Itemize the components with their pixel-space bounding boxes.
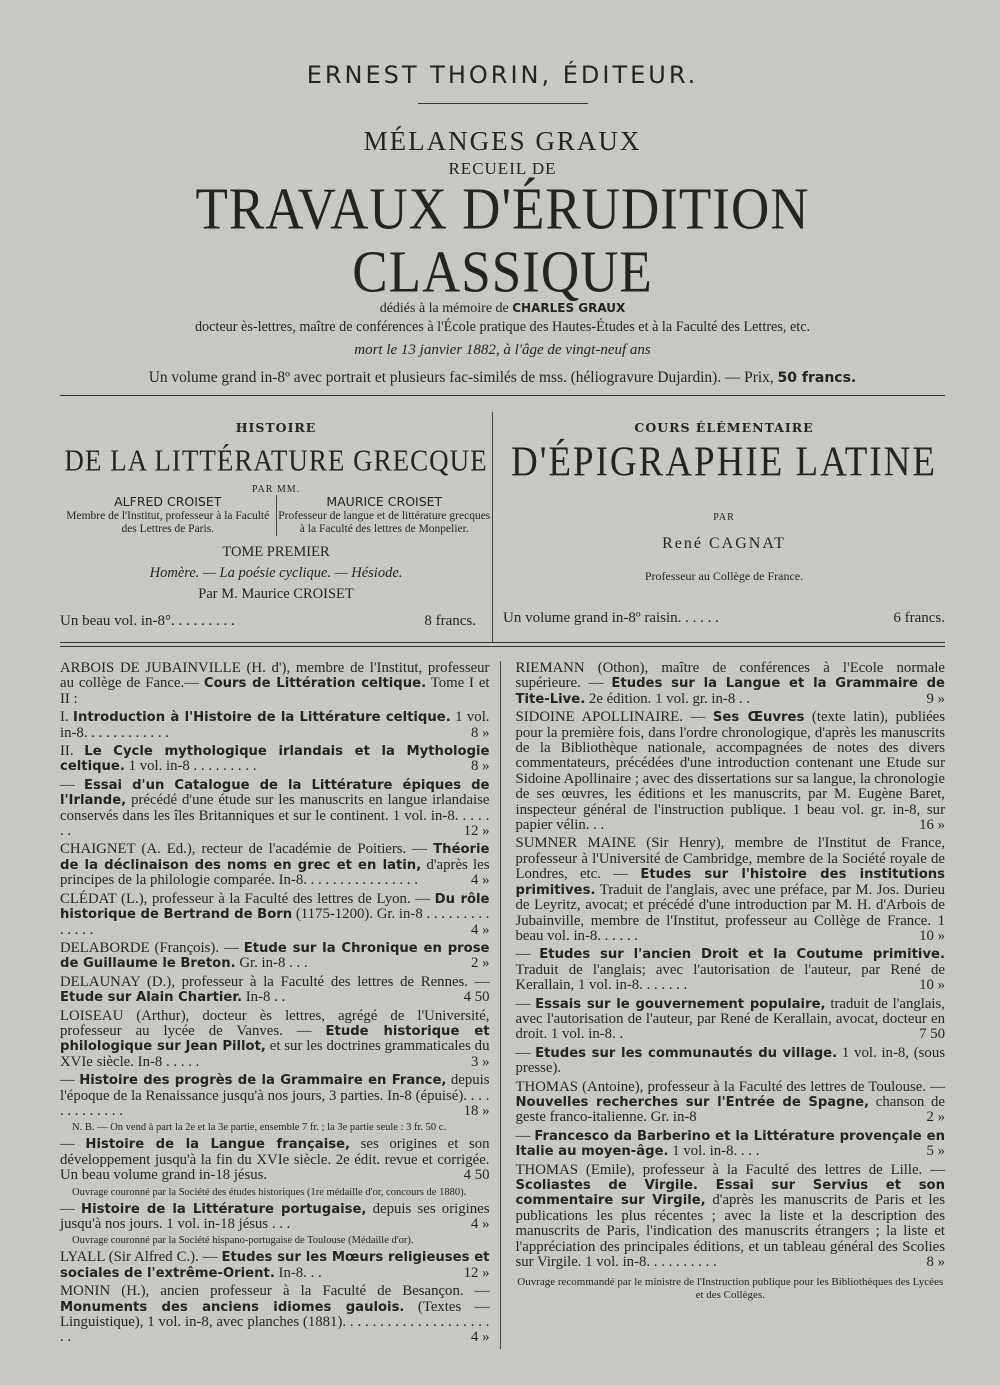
entry-title: Etudes sur la Langue et la Grammaire de Tite-Live. (515, 676, 945, 707)
author-maurice-name: MAURICE CROISET (326, 494, 443, 509)
entry-author: LYALL (Sir Alfred C.). — (60, 1249, 222, 1266)
short-divider (418, 103, 588, 104)
entry-details: (Textes — Linguistique), 1 vol. in-8, avec planches (1881). . . . . . . . . . . . . . . . . . . . . . (60, 1298, 490, 1346)
entry-details: ses origines et son développement jusqu'à la fin du XVIe siècle. 2e édit. revue et corrigée. Un beau volume grand in-18 jésus. (60, 1136, 490, 1184)
recueil-label: RECUEIL DE (448, 159, 557, 178)
entry-author: — (515, 1127, 535, 1144)
box-epigraphie-latine (492, 412, 945, 642)
entry-price: 12 » (463, 1264, 490, 1281)
entry-author: DELAUNAY (D.), professeur à la Faculté des lettres de Rennes. — (60, 973, 490, 990)
entry-details: In-8 . . (242, 989, 286, 1006)
volume-price: 50 francs. (777, 370, 857, 386)
featured-books (60, 412, 945, 642)
catalogue-entry (516, 947, 946, 993)
entry-title: Nouvelles recherches sur l'Entrée de Spagne, (515, 1094, 870, 1110)
entry-price: 4 50 (463, 1167, 490, 1184)
author-alfred (60, 495, 276, 536)
entry-details: 1 vol. in-8 . . . . . . . . . (124, 758, 257, 775)
entry-title: Le Cycle mythologique irlandais et la Mythologie celtique. (60, 744, 490, 775)
entry-price: 3 » (471, 1053, 490, 1070)
catalogue-entry (60, 744, 490, 775)
entry-author: — (60, 1200, 82, 1217)
catalogue-entry (516, 710, 946, 833)
catalogue-entry (516, 1080, 946, 1126)
volume-line (60, 369, 945, 387)
entry-title: Histoire de la Langue française, (85, 1137, 351, 1153)
catalogue-entry (60, 842, 490, 888)
entry-price: 9 » (926, 690, 945, 707)
right-column (500, 661, 946, 1349)
catalogue-entry (516, 836, 946, 944)
volume-description: Un volume grand in-8º avec portrait et plusieurs fac-similés de mss. (héliogravure Dujardin). — Prix, (148, 369, 778, 386)
tome-subtitle: Homère. — La poésie cyclique. — Hésiode. (149, 565, 403, 581)
box-left-price: 8 francs. (424, 613, 477, 629)
entry-author: II. (60, 743, 85, 760)
catalogue-entry (60, 1250, 490, 1281)
entry-title: Cours de Littération celtique. (203, 676, 427, 692)
entry-author: CHAIGNET (A. Ed.), recteur de l'académie de Poitiers. — (60, 841, 434, 858)
entry-details: (texte latin), publiées pour la première fois, dans l'ordre chronologique, d'après les manuscrits de la Bibliothèque nationale, accompagnées de notes des divers commentateurs, précédées d'une introduction contenant une Etude sur Sidoine Apollinaire ; avec des dissertations sur sa langue, la chronologie de ses œuvres, les éditions et les manuscrits, par M. Eugène Baret, inspecteur général de l'instruction publique. 1 beau vol. gr. in-8, sur papier vélin. . . (515, 709, 945, 834)
entry-price: 16 » (919, 817, 945, 834)
series-title: MÉLANGES GRAUX (363, 126, 642, 156)
entry-details: d'après les manuscrits de Paris et les publications les plus récentes ; avec la liste et la description des manuscrits de Paris, l'indication des manuscrits étrangers ; la liste et l'appréciation des principales éditions, et un tableau général des Scolies sur Virgile. 1 vol. in-8. . . . . . . . . . (515, 1192, 945, 1271)
death-date: mort le 13 janvier 1882, à l'âge de vingt-neuf ans (354, 342, 651, 358)
box-left-kicker: HISTOIRE (235, 420, 317, 435)
entry-price: 2 » (471, 955, 490, 972)
catalogue-note: N. B. — On vend à part la 2e et la 3e partie, ensemble 7 fr. ; la 3e partie seule : 3 fr. 50 c. (72, 1122, 447, 1134)
entry-details: 1 vol. in-8. . . . . . . . . . . . (60, 709, 490, 741)
entry-title: Etudes sur les communautés du village. (535, 1045, 838, 1061)
catalogue-entry (60, 1137, 490, 1183)
box-left-price-line (60, 613, 492, 630)
entry-details: traduit de l'anglais, avec l'autorisation de l'auteur, par René de Kerallain, avocat, docteur en droit. 1 vol. in-8. . (515, 995, 945, 1043)
entry-details: Gr. in-8 . . . (235, 955, 308, 972)
entry-title: Histoire de la Littérature portugaise, (81, 1201, 367, 1217)
entry-author: SUMNER MAINE (Sir Henry), membre de l'Institut de France, professeur à l'Université de Cambridge, membre de la Société royale de Londres, etc. — (515, 835, 945, 883)
catalogue-entry (60, 1284, 490, 1346)
catalogue-listing (60, 661, 945, 1349)
listing-divider (60, 642, 945, 647)
tome-label: TOME PREMIER (222, 544, 330, 560)
box-right-price-line (503, 610, 945, 627)
catalogue-note: Ouvrage recommandé par le ministre de l'Instruction publique pour les Bibliothèques des Lycées et des Collèges. (517, 1276, 944, 1302)
catalogue-note: Ouvrage couronné par la Société des études historiques (1re médaille d'or, concours de 1880). (72, 1186, 467, 1198)
entry-price: 4 » (471, 872, 490, 889)
author-maurice (276, 495, 493, 536)
header-divider (60, 395, 945, 396)
catalogue-note: Ouvrage couronné par la Société hispano-portugaise de Toulouse (Médaille d'or). (72, 1235, 414, 1247)
entry-price: 4 » (471, 1329, 490, 1346)
catalogue-entry (60, 778, 490, 840)
entry-author: — (60, 1136, 86, 1153)
box-right-par: PAR (713, 512, 735, 523)
entry-title: Etudes sur les Mœurs religieuses et sociales de l'extrême-Orient. (60, 1250, 490, 1281)
entry-author: — (60, 776, 84, 793)
entry-title: Ses Œuvres (712, 710, 805, 726)
entry-author: SIDOINE APOLLINAIRE. — (515, 709, 713, 726)
entry-details: chanson de geste franco-italienne. Gr. in-8 (515, 1093, 945, 1126)
entry-title: Essai d'un Catalogue de la Littérature épiques de l'Irlande, (60, 777, 490, 809)
catalogue-entry (516, 661, 946, 707)
box-left-authors (60, 495, 492, 536)
entry-title: Monuments des anciens idiomes gaulois. (60, 1299, 405, 1315)
entry-title: Etude sur la Chronique en prose de Guillaume le Breton. (60, 940, 490, 972)
entry-details: Tome I et II : (60, 675, 490, 707)
entry-details: depuis ses origines jusqu'à nos jours. 1 vol. in-18 jésus . . . (60, 1200, 490, 1232)
entry-author: — (515, 946, 540, 963)
entry-title: Histoire des progrès de la Grammaire en France, (79, 1073, 447, 1089)
entry-author: — (515, 1044, 536, 1061)
entry-details: (1175-1200). Gr. in-8 . . . . . . . . . . . . . . (60, 906, 490, 938)
box-left-par: PAR MM. (251, 484, 301, 495)
author-alfred-desc: Membre de l'Institut, professeur à la Faculté des Lettres de Paris. (66, 510, 270, 535)
box-right-kicker: COURS ÉLÉMENTAIRE (634, 420, 814, 435)
catalogue-entry (60, 892, 490, 938)
entry-price: 7 50 (919, 1026, 945, 1043)
box-litterature-grecque (60, 412, 492, 642)
entry-author: I. (60, 709, 74, 726)
entry-author: MONIN (H.), ancien professeur à la Faculté de Besançon. — (60, 1283, 490, 1300)
entry-title: Etude sur Alain Chartier. (60, 990, 243, 1006)
entry-price: 8 » (471, 758, 490, 775)
entry-price: 4 50 (463, 989, 490, 1006)
catalogue-entry (60, 1073, 490, 1119)
catalogue-entry (60, 1202, 490, 1233)
entry-title: Du rôle historique de Bertrand de Born (60, 891, 490, 923)
entry-price: 12 » (463, 823, 490, 840)
entry-title: Scoliastes de Virgile. Essai sur Servius et son commentaire sur Virgile, (515, 1178, 945, 1209)
catalogue-entry (516, 1163, 946, 1271)
catalogue-entry (516, 1046, 946, 1077)
publisher-name: ERNEST THORIN, ÉDITEUR. (306, 61, 699, 89)
box-left-format: Un beau vol. in-8°. . . . . . . . . (60, 613, 235, 629)
entry-details: et sur les doctrines grammaticales du XVIe siècle. In-8 . . . . . (60, 1038, 490, 1070)
entry-title: Introduction à l'Histoire de la Littérature celtique. (73, 710, 451, 726)
entry-price: 10 » (919, 927, 945, 944)
catalogue-entry (60, 941, 490, 972)
dedication-name: CHARLES GRAUX (512, 301, 626, 315)
entry-details: In-8. . . (274, 1264, 322, 1281)
entry-title: Francesco da Barberino et la Littérature provençale en Italie au moyen-âge. (515, 1128, 945, 1160)
entry-details: Traduit de l'anglais; avec l'autorisation de l'auteur, par René de Kerallain, 1 vol. in-8. . . . . . . (515, 961, 945, 994)
entry-price: 4 » (471, 921, 490, 938)
entry-details: 2e édition. 1 vol. gr. in-8 . . (585, 690, 751, 707)
entry-price: 5 » (926, 1143, 945, 1160)
catalogue-entry (516, 997, 946, 1043)
author-maurice-desc: Professeur de langue et de littérature grecques à la Faculté des lettres de Monpelier. (278, 510, 491, 535)
left-column (60, 661, 500, 1349)
dedication-pre: dédiés à la mémoire de (379, 301, 513, 316)
catalogue-entry (60, 661, 490, 707)
entry-details: 1 vol. in-8, (sous presse). (515, 1044, 945, 1077)
catalogue-page (60, 55, 945, 1370)
catalogue-entry (60, 710, 490, 741)
entry-price: 2 » (926, 1109, 945, 1126)
entry-details: depuis l'époque de la Renaissance jusqu'à nos jours, 3 parties. In-8 (épuisé). . . . . . . . . . . . . (60, 1072, 490, 1119)
catalogue-entry (60, 1009, 490, 1071)
tome-author: Par M. Maurice CROISET (198, 586, 354, 602)
entry-details: d'après les principes de la philologie comparée. In-8. . . . . . . . . . . . . . . . (60, 856, 490, 889)
box-left-title: DE LA LITTÉRATURE GRECQUE (64, 442, 488, 478)
catalogue-entry (60, 975, 490, 1006)
entry-title: Théorie de la déclinaison des noms en grec et en latin, (60, 842, 490, 873)
author-alfred-name: ALFRED CROISET (114, 494, 222, 509)
box-right-title: D'ÉPIGRAPHIE LATINE (511, 438, 937, 487)
entry-details: précédé d'une étude sur les manuscrits en langue irlandaise conservés dans les îles Britanniques et sur le continent. 1 vol. in-8. . . . . . . (60, 792, 490, 840)
main-title: TRAVAUX D'ÉRUDITION CLASSIQUE (195, 177, 810, 305)
entry-author: RIEMANN (Othon), maître de conférences à l'Ecole normale supérieure. — (515, 660, 945, 692)
entry-author: ARBOIS DE JUBAINVILLE (H. d'), membre de l'Institut, professeur au collège de Fance.— (60, 660, 490, 692)
entry-author: — (515, 995, 536, 1012)
box-right-price: 6 francs. (893, 610, 945, 626)
entry-author: DELABORDE (François). — (60, 939, 244, 956)
entry-title: Etude historique et philologique sur Jean Pillot, (60, 1023, 490, 1055)
entry-title: Etudes sur l'ancien Droit et la Coutume primitive. (539, 947, 946, 963)
entry-author: LOISEAU (Arthur), docteur ès lettres, agrégé de l'Université, professeur au lycée de Vanves. — (60, 1007, 490, 1039)
entry-title: Essais sur le gouvernement populaire, (535, 996, 826, 1012)
entry-price: 18 » (463, 1102, 490, 1119)
entry-price: 8 » (471, 724, 490, 741)
box-right-format: Un volume grand in-8º raisin. . . . . . (503, 610, 719, 626)
catalogue-entry (516, 1129, 946, 1160)
box-right-author: René CAGNAT (662, 535, 786, 552)
entry-price: 4 » (471, 1216, 490, 1232)
qualification: docteur ès-lettres, maître de conférences à l'École pratique des Hautes-Études et à la Faculté des Lettres, etc. (194, 319, 811, 335)
entry-author: THOMAS (Antoine), professeur à la Faculté des lettres de Toulouse. — (515, 1078, 945, 1095)
entry-price: 10 » (919, 977, 945, 994)
box-right-desc: Professeur au Collège de France. (644, 569, 804, 583)
entry-price: 8 » (926, 1254, 945, 1271)
entry-author: CLÉDAT (L.), professeur à la Faculté des lettres de Lyon. — (60, 890, 435, 907)
entry-title: Etudes sur l'histoire des institutions primitives. (515, 867, 945, 898)
entry-details: Traduit de l'anglais, avec une préface, par M. Jos. Durieu de Leyritz, avocat; et précédé d'une introduction par M. H. d'Arbois de Jubainville, membre de l'Institut, professeur au Collège de France. 1 beau vol. in-8. . . . . . (515, 881, 945, 944)
entry-author: — (60, 1072, 80, 1089)
entry-author: THOMAS (Emile), professeur à la Faculté des lettres de Lille. — (515, 1161, 945, 1178)
entry-details: 1 vol. in-8. . . . (668, 1143, 760, 1160)
